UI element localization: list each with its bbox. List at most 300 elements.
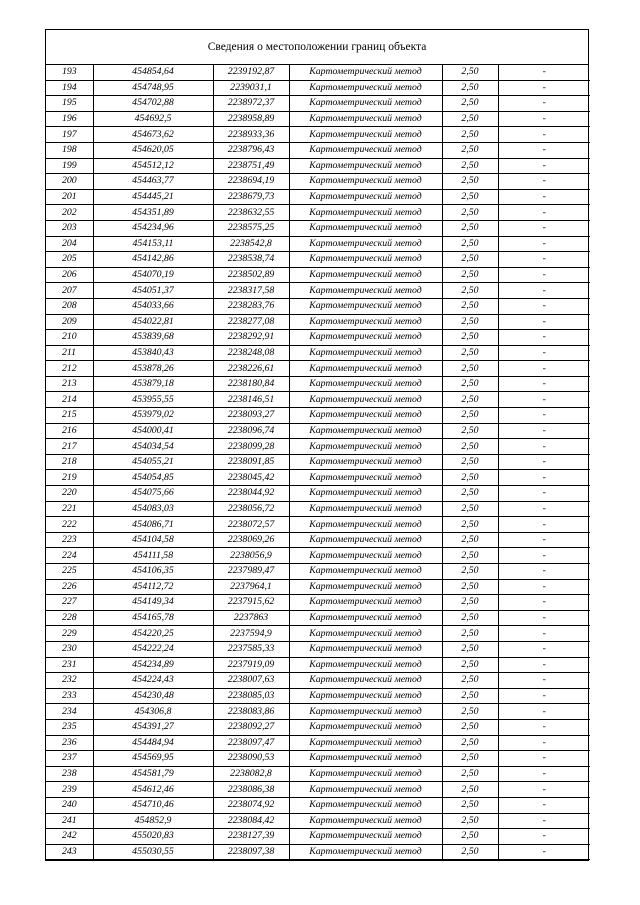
method-cell: Картометрический метод	[289, 564, 442, 580]
accuracy-cell: 2,50	[442, 766, 498, 782]
table-row	[46, 735, 590, 751]
accuracy-cell: 2,50	[442, 345, 498, 361]
description-cell: -	[498, 220, 590, 236]
accuracy-cell: 2,50	[442, 844, 498, 860]
method-cell: Картометрический метод	[289, 267, 442, 283]
description-cell: -	[498, 595, 590, 611]
y-coordinate-cell: 2238146,51	[213, 392, 289, 408]
y-coordinate-cell: 2238090,53	[213, 751, 289, 767]
description-cell: -	[498, 142, 590, 158]
method-cell: Картометрический метод	[289, 626, 442, 642]
accuracy-cell: 2,50	[442, 813, 498, 829]
point-number-cell: 219	[46, 470, 93, 486]
x-coordinate-cell: 454112,72	[93, 579, 213, 595]
accuracy-cell: 2,50	[442, 220, 498, 236]
description-cell: -	[498, 486, 590, 502]
y-coordinate-cell: 2238679,73	[213, 189, 289, 205]
description-cell: -	[498, 283, 590, 299]
y-coordinate-cell: 2238085,03	[213, 688, 289, 704]
table-row	[46, 408, 590, 424]
table-row	[46, 564, 590, 580]
method-cell: Картометрический метод	[289, 345, 442, 361]
method-cell: Картометрический метод	[289, 688, 442, 704]
table-row	[46, 797, 590, 813]
table-row	[46, 189, 590, 205]
x-coordinate-cell: 454222,24	[93, 641, 213, 657]
point-number-cell: 224	[46, 548, 93, 564]
x-coordinate-cell: 454165,78	[93, 610, 213, 626]
accuracy-cell: 2,50	[442, 548, 498, 564]
point-number-cell: 202	[46, 205, 93, 221]
y-coordinate-cell: 2238097,38	[213, 844, 289, 860]
description-cell: -	[498, 80, 590, 96]
point-number-cell: 218	[46, 454, 93, 470]
y-coordinate-cell: 2239031,1	[213, 80, 289, 96]
description-cell: -	[498, 657, 590, 673]
description-cell: -	[498, 641, 590, 657]
point-number-cell: 215	[46, 408, 93, 424]
y-coordinate-cell: 2237964,1	[213, 579, 289, 595]
y-coordinate-cell: 2238074,92	[213, 797, 289, 813]
method-cell: Картометрический метод	[289, 314, 442, 330]
method-cell: Картометрический метод	[289, 829, 442, 845]
point-number-cell: 220	[46, 486, 93, 502]
description-cell: -	[498, 548, 590, 564]
y-coordinate-cell: 2237989,47	[213, 564, 289, 580]
point-number-cell: 199	[46, 158, 93, 174]
method-cell: Картометрический метод	[289, 174, 442, 190]
x-coordinate-cell: 454673,62	[93, 127, 213, 143]
accuracy-cell: 2,50	[442, 439, 498, 455]
description-cell: -	[498, 361, 590, 377]
method-cell: Картометрический метод	[289, 330, 442, 346]
point-number-cell: 228	[46, 610, 93, 626]
y-coordinate-cell: 2238092,27	[213, 719, 289, 735]
description-cell: -	[498, 65, 590, 80]
method-cell: Картометрический метод	[289, 704, 442, 720]
table-row	[46, 439, 590, 455]
accuracy-cell: 2,50	[442, 80, 498, 96]
method-cell: Картометрический метод	[289, 657, 442, 673]
accuracy-cell: 2,50	[442, 361, 498, 377]
point-number-cell: 225	[46, 564, 93, 580]
x-coordinate-cell: 454111,58	[93, 548, 213, 564]
x-coordinate-cell: 454153,11	[93, 236, 213, 252]
accuracy-cell: 2,50	[442, 719, 498, 735]
method-cell: Картометрический метод	[289, 470, 442, 486]
point-number-cell: 231	[46, 657, 93, 673]
accuracy-cell: 2,50	[442, 314, 498, 330]
coordinates-table	[46, 65, 590, 860]
x-coordinate-cell: 453878,26	[93, 361, 213, 377]
accuracy-cell: 2,50	[442, 626, 498, 642]
point-number-cell: 214	[46, 392, 93, 408]
point-number-cell: 195	[46, 96, 93, 112]
table-row	[46, 267, 590, 283]
x-coordinate-cell: 454142,86	[93, 252, 213, 268]
method-cell: Картометрический метод	[289, 548, 442, 564]
description-cell: -	[498, 392, 590, 408]
x-coordinate-cell: 455020,83	[93, 829, 213, 845]
point-number-cell: 221	[46, 501, 93, 517]
method-cell: Картометрический метод	[289, 595, 442, 611]
table-row	[46, 470, 590, 486]
method-cell: Картометрический метод	[289, 813, 442, 829]
x-coordinate-cell: 454054,85	[93, 470, 213, 486]
table-row	[46, 657, 590, 673]
description-cell: -	[498, 408, 590, 424]
x-coordinate-cell: 454033,66	[93, 298, 213, 314]
y-coordinate-cell: 2238632,55	[213, 205, 289, 221]
y-coordinate-cell: 2238933,36	[213, 127, 289, 143]
table-row	[46, 80, 590, 96]
point-number-cell: 200	[46, 174, 93, 190]
point-number-cell: 208	[46, 298, 93, 314]
boundary-table-frame	[45, 29, 589, 861]
description-cell: -	[498, 517, 590, 533]
accuracy-cell: 2,50	[442, 158, 498, 174]
description-cell: -	[498, 626, 590, 642]
x-coordinate-cell: 454234,89	[93, 657, 213, 673]
accuracy-cell: 2,50	[442, 111, 498, 127]
method-cell: Картометрический метод	[289, 673, 442, 689]
description-cell: -	[498, 829, 590, 845]
x-coordinate-cell: 454083,03	[93, 501, 213, 517]
description-cell: -	[498, 704, 590, 720]
point-number-cell: 227	[46, 595, 93, 611]
method-cell: Картометрический метод	[289, 392, 442, 408]
description-cell: -	[498, 205, 590, 221]
accuracy-cell: 2,50	[442, 376, 498, 392]
x-coordinate-cell: 454581,79	[93, 766, 213, 782]
method-cell: Картометрический метод	[289, 641, 442, 657]
method-cell: Картометрический метод	[289, 844, 442, 860]
table-row	[46, 688, 590, 704]
accuracy-cell: 2,50	[442, 797, 498, 813]
description-cell: -	[498, 735, 590, 751]
method-cell: Картометрический метод	[289, 220, 442, 236]
table-row	[46, 501, 590, 517]
x-coordinate-cell: 454748,95	[93, 80, 213, 96]
point-number-cell: 233	[46, 688, 93, 704]
point-number-cell: 205	[46, 252, 93, 268]
table-row	[46, 641, 590, 657]
method-cell: Картометрический метод	[289, 361, 442, 377]
point-number-cell: 210	[46, 330, 93, 346]
x-coordinate-cell: 454224,43	[93, 673, 213, 689]
description-cell: -	[498, 267, 590, 283]
x-coordinate-cell: 453979,02	[93, 408, 213, 424]
accuracy-cell: 2,50	[442, 673, 498, 689]
y-coordinate-cell: 2238248,08	[213, 345, 289, 361]
x-coordinate-cell: 454000,41	[93, 423, 213, 439]
point-number-cell: 226	[46, 579, 93, 595]
x-coordinate-cell: 454351,89	[93, 205, 213, 221]
x-coordinate-cell: 453839,68	[93, 330, 213, 346]
table-row	[46, 782, 590, 798]
table-row	[46, 376, 590, 392]
y-coordinate-cell: 2238277,08	[213, 314, 289, 330]
y-coordinate-cell: 2238796,43	[213, 142, 289, 158]
table-row	[46, 673, 590, 689]
point-number-cell: 229	[46, 626, 93, 642]
x-coordinate-cell: 454512,12	[93, 158, 213, 174]
y-coordinate-cell: 2238086,38	[213, 782, 289, 798]
y-coordinate-cell: 2238958,89	[213, 111, 289, 127]
point-number-cell: 239	[46, 782, 93, 798]
description-cell: -	[498, 813, 590, 829]
y-coordinate-cell: 2238694,19	[213, 174, 289, 190]
accuracy-cell: 2,50	[442, 252, 498, 268]
description-cell: -	[498, 174, 590, 190]
point-number-cell: 230	[46, 641, 93, 657]
method-cell: Картометрический метод	[289, 532, 442, 548]
accuracy-cell: 2,50	[442, 688, 498, 704]
description-cell: -	[498, 688, 590, 704]
point-number-cell: 240	[46, 797, 93, 813]
description-cell: -	[498, 158, 590, 174]
table-row	[46, 127, 590, 143]
x-coordinate-cell: 454710,46	[93, 797, 213, 813]
accuracy-cell: 2,50	[442, 501, 498, 517]
method-cell: Картометрический метод	[289, 735, 442, 751]
point-number-cell: 222	[46, 517, 93, 533]
x-coordinate-cell: 454220,25	[93, 626, 213, 642]
point-number-cell: 234	[46, 704, 93, 720]
accuracy-cell: 2,50	[442, 486, 498, 502]
accuracy-cell: 2,50	[442, 704, 498, 720]
y-coordinate-cell: 2238091,85	[213, 454, 289, 470]
method-cell: Картометрический метод	[289, 96, 442, 112]
x-coordinate-cell: 454306,8	[93, 704, 213, 720]
description-cell: -	[498, 189, 590, 205]
point-number-cell: 206	[46, 267, 93, 283]
x-coordinate-cell: 454149,34	[93, 595, 213, 611]
y-coordinate-cell: 2237915,62	[213, 595, 289, 611]
accuracy-cell: 2,50	[442, 579, 498, 595]
table-row	[46, 283, 590, 299]
point-number-cell: 204	[46, 236, 93, 252]
description-cell: -	[498, 579, 590, 595]
method-cell: Картометрический метод	[289, 766, 442, 782]
description-cell: -	[498, 766, 590, 782]
description-cell: -	[498, 610, 590, 626]
accuracy-cell: 2,50	[442, 189, 498, 205]
accuracy-cell: 2,50	[442, 96, 498, 112]
accuracy-cell: 2,50	[442, 205, 498, 221]
point-number-cell: 207	[46, 283, 93, 299]
accuracy-cell: 2,50	[442, 454, 498, 470]
method-cell: Картометрический метод	[289, 579, 442, 595]
accuracy-cell: 2,50	[442, 267, 498, 283]
y-coordinate-cell: 2238072,57	[213, 517, 289, 533]
accuracy-cell: 2,50	[442, 532, 498, 548]
method-cell: Картометрический метод	[289, 236, 442, 252]
table-row	[46, 813, 590, 829]
table-row	[46, 548, 590, 564]
method-cell: Картометрический метод	[289, 80, 442, 96]
table-row	[46, 111, 590, 127]
x-coordinate-cell: 454445,21	[93, 189, 213, 205]
method-cell: Картометрический метод	[289, 782, 442, 798]
y-coordinate-cell: 2238575,25	[213, 220, 289, 236]
method-cell: Картометрический метод	[289, 252, 442, 268]
x-coordinate-cell: 454051,37	[93, 283, 213, 299]
description-cell: -	[498, 782, 590, 798]
method-cell: Картометрический метод	[289, 423, 442, 439]
table-row	[46, 65, 590, 80]
accuracy-cell: 2,50	[442, 751, 498, 767]
point-number-cell: 201	[46, 189, 93, 205]
x-coordinate-cell: 454086,71	[93, 517, 213, 533]
point-number-cell: 197	[46, 127, 93, 143]
table-row	[46, 252, 590, 268]
y-coordinate-cell: 2238083,86	[213, 704, 289, 720]
description-cell: -	[498, 298, 590, 314]
method-cell: Картометрический метод	[289, 719, 442, 735]
table-row	[46, 345, 590, 361]
point-number-cell: 212	[46, 361, 93, 377]
y-coordinate-cell: 2238096,74	[213, 423, 289, 439]
y-coordinate-cell: 2238542,8	[213, 236, 289, 252]
point-number-cell: 242	[46, 829, 93, 845]
method-cell: Картометрический метод	[289, 376, 442, 392]
y-coordinate-cell: 2238972,37	[213, 96, 289, 112]
description-cell: -	[498, 751, 590, 767]
description-cell: -	[498, 470, 590, 486]
method-cell: Картометрический метод	[289, 517, 442, 533]
accuracy-cell: 2,50	[442, 470, 498, 486]
method-cell: Картометрический метод	[289, 158, 442, 174]
table-row	[46, 220, 590, 236]
x-coordinate-cell: 453955,55	[93, 392, 213, 408]
description-cell: -	[498, 439, 590, 455]
accuracy-cell: 2,50	[442, 127, 498, 143]
method-cell: Картометрический метод	[289, 111, 442, 127]
point-number-cell: 203	[46, 220, 93, 236]
point-number-cell: 213	[46, 376, 93, 392]
accuracy-cell: 2,50	[442, 641, 498, 657]
table-row	[46, 454, 590, 470]
y-coordinate-cell: 2238084,42	[213, 813, 289, 829]
point-number-cell: 238	[46, 766, 93, 782]
x-coordinate-cell: 454022,81	[93, 314, 213, 330]
point-number-cell: 236	[46, 735, 93, 751]
method-cell: Картометрический метод	[289, 205, 442, 221]
description-cell: -	[498, 376, 590, 392]
y-coordinate-cell: 2237863	[213, 610, 289, 626]
y-coordinate-cell: 2238538,74	[213, 252, 289, 268]
method-cell: Картометрический метод	[289, 298, 442, 314]
description-cell: -	[498, 314, 590, 330]
accuracy-cell: 2,50	[442, 423, 498, 439]
description-cell: -	[498, 330, 590, 346]
x-coordinate-cell: 454070,19	[93, 267, 213, 283]
accuracy-cell: 2,50	[442, 595, 498, 611]
table-row	[46, 610, 590, 626]
point-number-cell: 223	[46, 532, 93, 548]
x-coordinate-cell: 454569,95	[93, 751, 213, 767]
y-coordinate-cell: 2238082,8	[213, 766, 289, 782]
table-row	[46, 236, 590, 252]
x-coordinate-cell: 454612,46	[93, 782, 213, 798]
y-coordinate-cell: 2237594,9	[213, 626, 289, 642]
method-cell: Картометрический метод	[289, 189, 442, 205]
description-cell: -	[498, 111, 590, 127]
y-coordinate-cell: 2238317,58	[213, 283, 289, 299]
table-row	[46, 719, 590, 735]
description-cell: -	[498, 345, 590, 361]
y-coordinate-cell: 2238099,28	[213, 439, 289, 455]
accuracy-cell: 2,50	[442, 610, 498, 626]
method-cell: Картометрический метод	[289, 142, 442, 158]
x-coordinate-cell: 454055,21	[93, 454, 213, 470]
x-coordinate-cell: 454234,96	[93, 220, 213, 236]
table-row	[46, 751, 590, 767]
y-coordinate-cell: 2238056,9	[213, 548, 289, 564]
accuracy-cell: 2,50	[442, 392, 498, 408]
y-coordinate-cell: 2238045,42	[213, 470, 289, 486]
accuracy-cell: 2,50	[442, 174, 498, 190]
x-coordinate-cell: 454104,58	[93, 532, 213, 548]
y-coordinate-cell: 2238044,92	[213, 486, 289, 502]
description-cell: -	[498, 532, 590, 548]
description-cell: -	[498, 423, 590, 439]
method-cell: Картометрический метод	[289, 127, 442, 143]
x-coordinate-cell: 454463,77	[93, 174, 213, 190]
x-coordinate-cell: 454034,54	[93, 439, 213, 455]
point-number-cell: 209	[46, 314, 93, 330]
accuracy-cell: 2,50	[442, 657, 498, 673]
table-row	[46, 96, 590, 112]
method-cell: Картометрический метод	[289, 610, 442, 626]
method-cell: Картометрический метод	[289, 751, 442, 767]
table-row	[46, 158, 590, 174]
method-cell: Картометрический метод	[289, 454, 442, 470]
x-coordinate-cell: 454852,9	[93, 813, 213, 829]
x-coordinate-cell: 454620,05	[93, 142, 213, 158]
x-coordinate-cell: 454075,66	[93, 486, 213, 502]
description-cell: -	[498, 252, 590, 268]
y-coordinate-cell: 2239192,87	[213, 65, 289, 80]
x-coordinate-cell: 454692,5	[93, 111, 213, 127]
x-coordinate-cell: 454854,64	[93, 65, 213, 80]
table-row	[46, 844, 590, 860]
table-row	[46, 423, 590, 439]
y-coordinate-cell: 2238007,63	[213, 673, 289, 689]
y-coordinate-cell: 2238292,91	[213, 330, 289, 346]
table-row	[46, 330, 590, 346]
y-coordinate-cell: 2237919,09	[213, 657, 289, 673]
table-row	[46, 626, 590, 642]
point-number-cell: 237	[46, 751, 93, 767]
accuracy-cell: 2,50	[442, 142, 498, 158]
table-row	[46, 579, 590, 595]
table-row	[46, 314, 590, 330]
point-number-cell: 193	[46, 65, 93, 80]
accuracy-cell: 2,50	[442, 298, 498, 314]
accuracy-cell: 2,50	[442, 408, 498, 424]
description-cell: -	[498, 96, 590, 112]
y-coordinate-cell: 2238056,72	[213, 501, 289, 517]
accuracy-cell: 2,50	[442, 517, 498, 533]
point-number-cell: 241	[46, 813, 93, 829]
point-number-cell: 235	[46, 719, 93, 735]
table-row	[46, 174, 590, 190]
description-cell: -	[498, 127, 590, 143]
description-cell: -	[498, 844, 590, 860]
accuracy-cell: 2,50	[442, 330, 498, 346]
